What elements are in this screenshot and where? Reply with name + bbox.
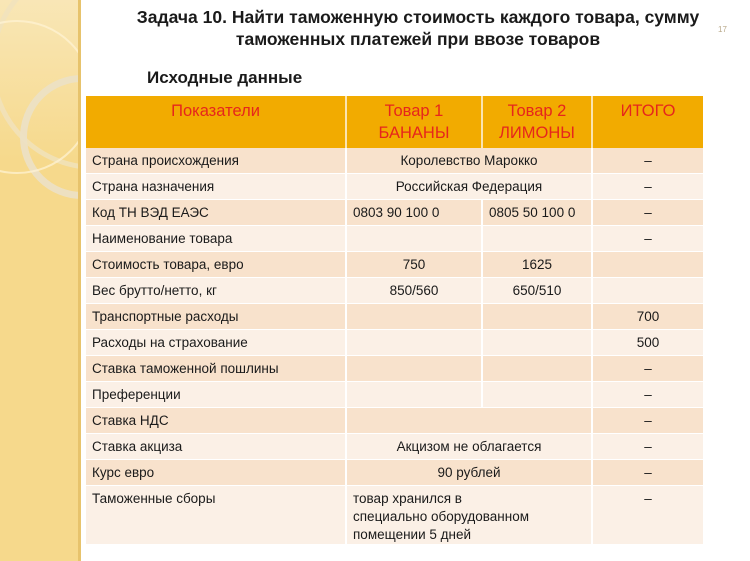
merged-cell bbox=[346, 408, 592, 434]
total-cell: – bbox=[592, 148, 703, 174]
header-item2 bbox=[482, 96, 592, 148]
total-cell bbox=[592, 252, 703, 278]
item2-cell bbox=[482, 226, 592, 252]
decorative-ring-icon bbox=[0, 20, 81, 174]
row-label: Ставка таможенной пошлины bbox=[86, 356, 346, 382]
item1-cell bbox=[346, 226, 482, 252]
total-cell: – bbox=[592, 174, 703, 200]
header-item1 bbox=[346, 96, 482, 148]
table-row bbox=[86, 200, 703, 226]
row-label: Преференции bbox=[86, 382, 346, 408]
merged-cell: товар хранился в специально оборудованном помещении 5 дней bbox=[346, 486, 592, 545]
row-label: Курс евро bbox=[86, 460, 346, 486]
item2-cell bbox=[482, 304, 592, 330]
row-label: Ставка НДС bbox=[86, 408, 346, 434]
slide-title: Задача 10. Найти таможенную стоимость каждого товара, сумму таможенных платежей при ввозе товаров bbox=[136, 7, 700, 49]
table-row bbox=[86, 278, 703, 304]
header-label: Товар 1 bbox=[384, 102, 444, 120]
table-row bbox=[86, 356, 703, 382]
row-label: Вес брутто/нетто, кг bbox=[86, 278, 346, 304]
item2-cell bbox=[482, 356, 592, 382]
header-label: БАНАНЫ bbox=[378, 124, 450, 142]
item2-cell: 650/510 bbox=[482, 278, 592, 304]
item1-cell: 750 bbox=[346, 252, 482, 278]
row-label: Таможенные сборы bbox=[86, 486, 346, 545]
total-cell: – bbox=[592, 408, 703, 434]
header-indicators bbox=[86, 96, 346, 148]
total-cell: – bbox=[592, 382, 703, 408]
item1-cell bbox=[346, 330, 482, 356]
row-label: Наименование товара bbox=[86, 226, 346, 252]
merged-cell: Российская Федерация bbox=[346, 174, 592, 200]
row-label: Расходы на страхование bbox=[86, 330, 346, 356]
item1-cell: 0803 90 100 0 bbox=[346, 200, 482, 226]
table-row bbox=[86, 226, 703, 252]
header-label: Показатели bbox=[171, 102, 260, 120]
item1-cell bbox=[346, 356, 482, 382]
total-cell: – bbox=[592, 356, 703, 382]
table-row bbox=[86, 434, 703, 460]
item1-cell bbox=[346, 304, 482, 330]
page-number: 17 bbox=[718, 25, 727, 34]
total-cell: – bbox=[592, 434, 703, 460]
merged-cell: 90 рублей bbox=[346, 460, 592, 486]
table-row bbox=[86, 330, 703, 356]
header-label: ИТОГО bbox=[620, 102, 676, 120]
merged-cell: Акцизом не облагается bbox=[346, 434, 592, 460]
item1-cell: 850/560 bbox=[346, 278, 482, 304]
row-label: Стоимость товара, евро bbox=[86, 252, 346, 278]
table-row bbox=[86, 382, 703, 408]
source-data-table bbox=[86, 96, 703, 545]
item2-cell: 0805 50 100 0 bbox=[482, 200, 592, 226]
total-cell: 500 bbox=[592, 330, 703, 356]
row-label: Страна происхождения bbox=[86, 148, 346, 174]
row-label: Ставка акциза bbox=[86, 434, 346, 460]
row-label: Транспортные расходы bbox=[86, 304, 346, 330]
total-cell: – bbox=[592, 486, 703, 545]
total-cell: 700 bbox=[592, 304, 703, 330]
table-row bbox=[86, 486, 703, 545]
table-row bbox=[86, 304, 703, 330]
table-row bbox=[86, 460, 703, 486]
merged-cell: Королевство Марокко bbox=[346, 148, 592, 174]
item2-cell bbox=[482, 382, 592, 408]
table-header-row bbox=[86, 96, 703, 148]
item1-cell bbox=[346, 382, 482, 408]
table-row bbox=[86, 252, 703, 278]
total-cell: – bbox=[592, 226, 703, 252]
row-label: Страна назначения bbox=[86, 174, 346, 200]
total-cell: – bbox=[592, 460, 703, 486]
table-row bbox=[86, 174, 703, 200]
table-row bbox=[86, 148, 703, 174]
section-subtitle: Исходные данные bbox=[147, 68, 303, 87]
total-cell: – bbox=[592, 200, 703, 226]
item2-cell: 1625 bbox=[482, 252, 592, 278]
row-label: Код ТН ВЭД ЕАЭС bbox=[86, 200, 346, 226]
sidebar-edge bbox=[78, 0, 81, 561]
item2-cell bbox=[482, 330, 592, 356]
total-cell bbox=[592, 278, 703, 304]
header-label: Товар 2 bbox=[507, 102, 567, 120]
header-total bbox=[592, 96, 703, 148]
decorative-sidebar bbox=[0, 0, 81, 561]
table-row bbox=[86, 408, 703, 434]
header-label: ЛИМОНЫ bbox=[499, 124, 575, 142]
